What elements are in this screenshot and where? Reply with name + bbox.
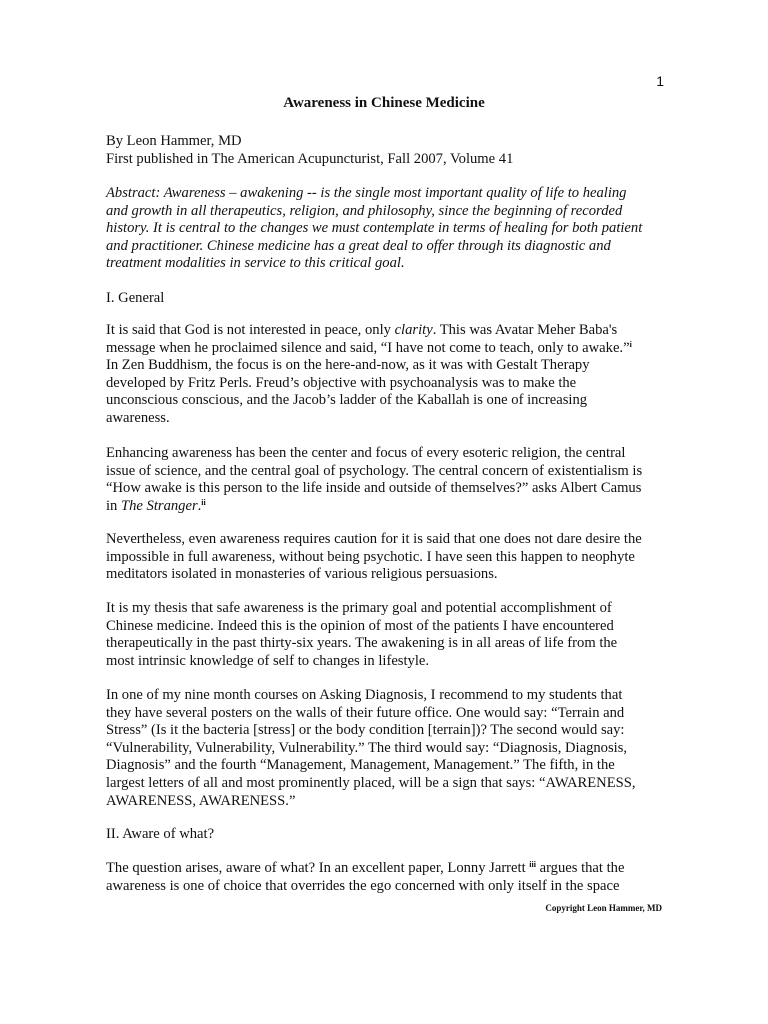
paragraph-line: Enhancing awareness has been the center and focus of every esoteric religion, the central <box>106 445 626 461</box>
paragraph-line: meditators isolated in monasteries of various religious persuasions. <box>106 566 498 583</box>
abstract <box>106 185 666 273</box>
publication-note: First published in The American Acupuncturist, Fall 2007, Volume 41 <box>106 150 514 167</box>
paragraph-line: “Vulnerability, Vulnerability, Vulnerability.” The third would say: “Diagnosis, Diagnosis, <box>106 739 628 756</box>
paragraph-3 <box>106 531 666 584</box>
paragraph-5 <box>106 687 666 810</box>
paragraph-line: It is said that God is not interested in peace, only clarity. This was Avatar Meher Baba's <box>106 322 618 338</box>
paragraph-line: Nevertheless, even awareness requires caution for it is said that one does not dare desire the <box>106 531 642 547</box>
paragraph-line: issue of science, and the central goal of psychology. The central concern of existentialism is <box>106 462 643 479</box>
paragraph-line: unconscious conscious, and the Jacob’s ladder of the Kaballah is one of increasing <box>106 392 588 409</box>
paragraph-line: impossible in full awareness, without being psychotic. I have seen this happen to neophyte <box>106 548 635 565</box>
footnote-marker: i <box>629 339 632 349</box>
abstract-line: Abstract: Awareness – awakening -- is the single most important quality of life to healing <box>106 185 627 201</box>
paragraph-line: It is my thesis that safe awareness is the primary goal and potential accomplishment of <box>106 600 612 616</box>
abstract-line: and practitioner. Chinese medicine has a great deal to offer through its diagnostic and <box>106 237 611 254</box>
paragraph-6 <box>106 860 666 895</box>
abstract-line: history. It is central to the changes we must contemplate in terms of healing for both patient <box>106 220 643 237</box>
document-title: Awareness in Chinese Medicine <box>283 95 485 111</box>
paragraph-line: most intrinsic knowledge of self to changes in lifestyle. <box>106 652 430 669</box>
paragraph-line: AWARENESS, AWARENESS.” <box>106 792 296 809</box>
paragraph-line: “How awake is this person to the life inside and outside of themselves?” asks Albert Camus <box>106 480 642 497</box>
paragraph-line: awareness. <box>106 409 170 426</box>
paragraph-line: therapeutically in the past thirty-six years. The awakening is in all areas of life from the <box>106 635 618 652</box>
paragraph-line: Chinese medicine. Indeed this is the opinion of most of the patients I have encountered <box>106 617 614 634</box>
copyright-footer: Copyright Leon Hammer, MD <box>545 903 662 913</box>
section-heading-aware <box>106 826 666 844</box>
paragraph-line: in The Stranger.$^{ii}$ <box>106 497 206 514</box>
paragraph-line: largest letters of all and most prominently placed, will be a sign that says: “AWARENESS, <box>106 774 636 791</box>
footnote-marker: iii <box>529 860 536 869</box>
section-heading: II. Aware of what? <box>106 826 215 842</box>
paragraph-line: message when he proclaimed silence and said, “I have not come to teach, only to awake.”$^i$ <box>106 339 632 356</box>
paragraph-4 <box>106 600 666 670</box>
paragraph-2 <box>106 445 666 515</box>
paragraph-1 <box>106 322 666 428</box>
author-block <box>106 133 666 168</box>
paragraph-line: In Zen Buddhism, the focus is on the here-and-now, as it was with Gestalt Therapy <box>106 357 590 374</box>
footnote-marker: ii <box>201 497 206 507</box>
byline: By Leon Hammer, MD <box>106 133 242 149</box>
paragraph-line: The question arises, aware of what? In an excellent paper, Lonny Jarrett $^{iii}$ argues that the <box>106 860 625 876</box>
paragraph-line: In one of my nine month courses on Asking Diagnosis, I recommend to my students that <box>106 687 623 703</box>
abstract-line: treatment modalities in service to this critical goal. <box>106 255 405 272</box>
paragraph-line: awareness is one of choice that overrides the ego concerned with only itself in the space <box>106 877 620 894</box>
paragraph-line: Diagnosis” and the fourth “Management, Management, Management.” The fifth, in the <box>106 757 615 774</box>
abstract-line: and growth in all therapeutics, religion, and philosophy, since the beginning of recorded <box>106 202 623 219</box>
paragraph-line: they have several posters on the walls of their future office. One would say: “Terrain and <box>106 704 625 721</box>
paragraph-line: Stress” (Is it the bacteria [stress] or the body condition [terrain])? The second would say: <box>106 722 625 739</box>
section-heading: I. General <box>106 290 165 306</box>
paragraph-line: developed by Fritz Perls. Freud’s objective with psychoanalysis was to make the <box>106 374 577 391</box>
page-number: 1 <box>656 73 664 89</box>
section-heading-general <box>106 290 666 308</box>
